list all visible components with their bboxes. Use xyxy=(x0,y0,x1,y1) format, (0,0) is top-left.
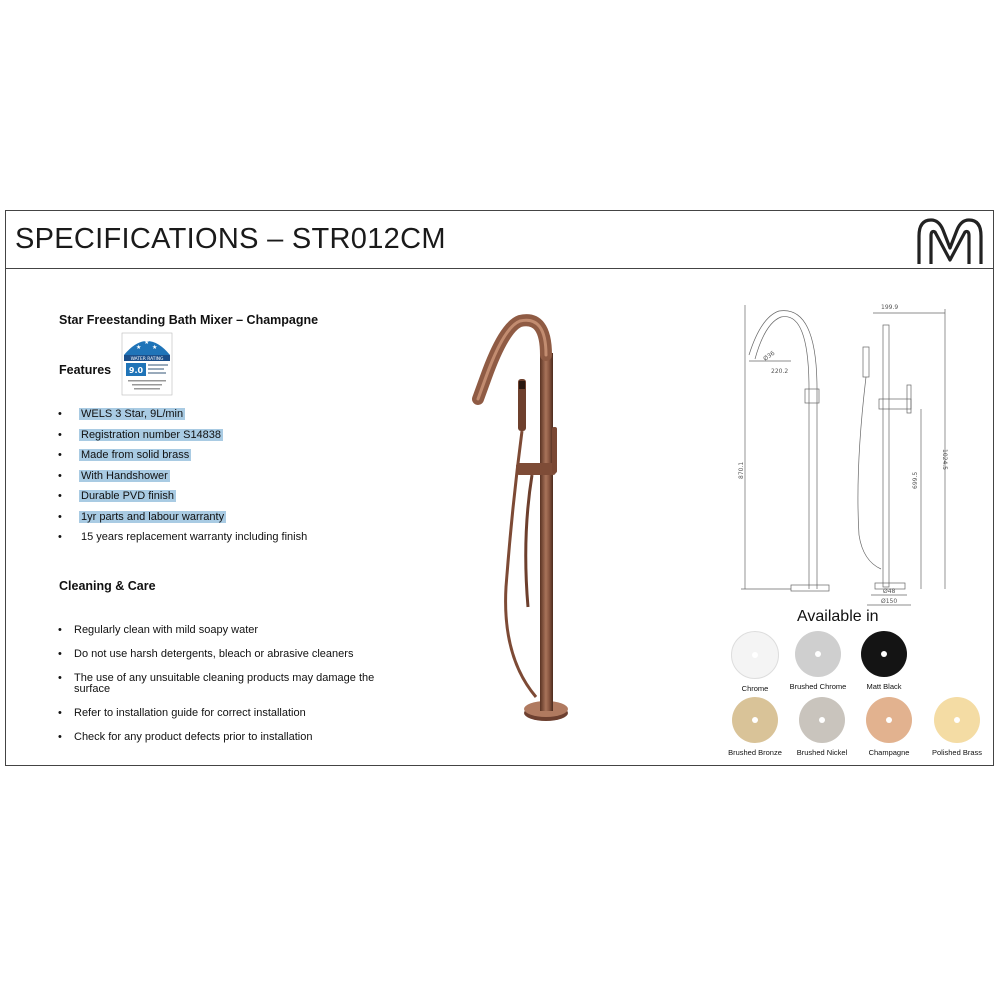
swatch-chrome: Chrome xyxy=(722,631,788,693)
header-bar xyxy=(6,211,993,269)
feature-item: • Registration number S14838 xyxy=(58,429,309,450)
dim-label: 220.2 xyxy=(771,368,789,375)
care-item: • Check for any product defects prior to installation xyxy=(58,732,398,743)
swatch-brushed-chrome: Brushed Chrome xyxy=(785,631,851,691)
freestanding-bath-mixer-image xyxy=(446,307,596,727)
dim-label: 1024.5 xyxy=(941,449,948,470)
features-list xyxy=(58,408,309,552)
finish-swatches xyxy=(722,631,992,761)
finish-disc xyxy=(861,631,907,677)
features-heading: Features xyxy=(59,363,112,377)
available-in-heading: Available in xyxy=(797,608,879,625)
svg-text:★: ★ xyxy=(136,344,142,351)
feature-item: • WELS 3 Star, 9L/min xyxy=(58,408,309,429)
dim-label: Ø48 xyxy=(883,588,896,595)
feature-item: • Durable PVD finish xyxy=(58,490,309,511)
cleaning-care-heading: Cleaning & Care xyxy=(59,579,156,593)
swatch-brushed-bronze: Brushed Bronze xyxy=(722,697,788,757)
wels-badge-rating: 9.0 xyxy=(128,366,144,375)
swatch-brushed-nickel: Brushed Nickel xyxy=(789,697,855,757)
swatch-champagne: Champagne xyxy=(856,697,922,757)
finish-disc xyxy=(934,697,980,743)
product-name: Star Freestanding Bath Mixer – Champagne xyxy=(59,313,319,327)
feature-item: • With Handshower xyxy=(58,470,309,491)
brand-m-logo-icon xyxy=(915,214,985,266)
finish-disc xyxy=(732,697,778,743)
finish-disc xyxy=(795,631,841,677)
feature-item: • 1yr parts and labour warranty xyxy=(58,511,309,532)
page-title: SPECIFICATIONS – STR012CM xyxy=(15,223,446,255)
finish-disc xyxy=(799,697,845,743)
technical-drawing xyxy=(731,289,981,605)
wels-badge-heading: WATER RATING xyxy=(130,356,164,362)
care-item: • Do not use harsh detergents, bleach or abrasive cleaners xyxy=(58,649,398,660)
care-item: • Regularly clean with mild soapy water xyxy=(58,625,398,636)
dim-label: 699.5 xyxy=(912,471,919,489)
swatch-polished-brass: Polished Brass xyxy=(924,697,990,757)
feature-item: • 15 years replacement warranty including finish xyxy=(58,531,309,552)
dim-label: Ø150 xyxy=(881,598,898,605)
feature-item: • Made from solid brass xyxy=(58,449,309,470)
finish-disc xyxy=(866,697,912,743)
cleaning-care-list xyxy=(58,625,398,756)
spec-sheet xyxy=(5,210,994,766)
care-item: • The use of any unsuitable cleaning products may damage the surface xyxy=(58,673,398,695)
dim-label: Ø36 xyxy=(762,349,777,363)
dim-label: 199.9 xyxy=(881,304,899,311)
svg-text:★: ★ xyxy=(144,339,150,346)
swatch-matt-black: Matt Black xyxy=(851,631,917,691)
wels-water-rating-label-icon xyxy=(122,333,172,395)
care-item: • Refer to installation guide for correct installation xyxy=(58,708,398,719)
dim-label: 870.1 xyxy=(738,461,745,479)
svg-text:★: ★ xyxy=(152,344,158,351)
finish-disc xyxy=(731,631,779,679)
